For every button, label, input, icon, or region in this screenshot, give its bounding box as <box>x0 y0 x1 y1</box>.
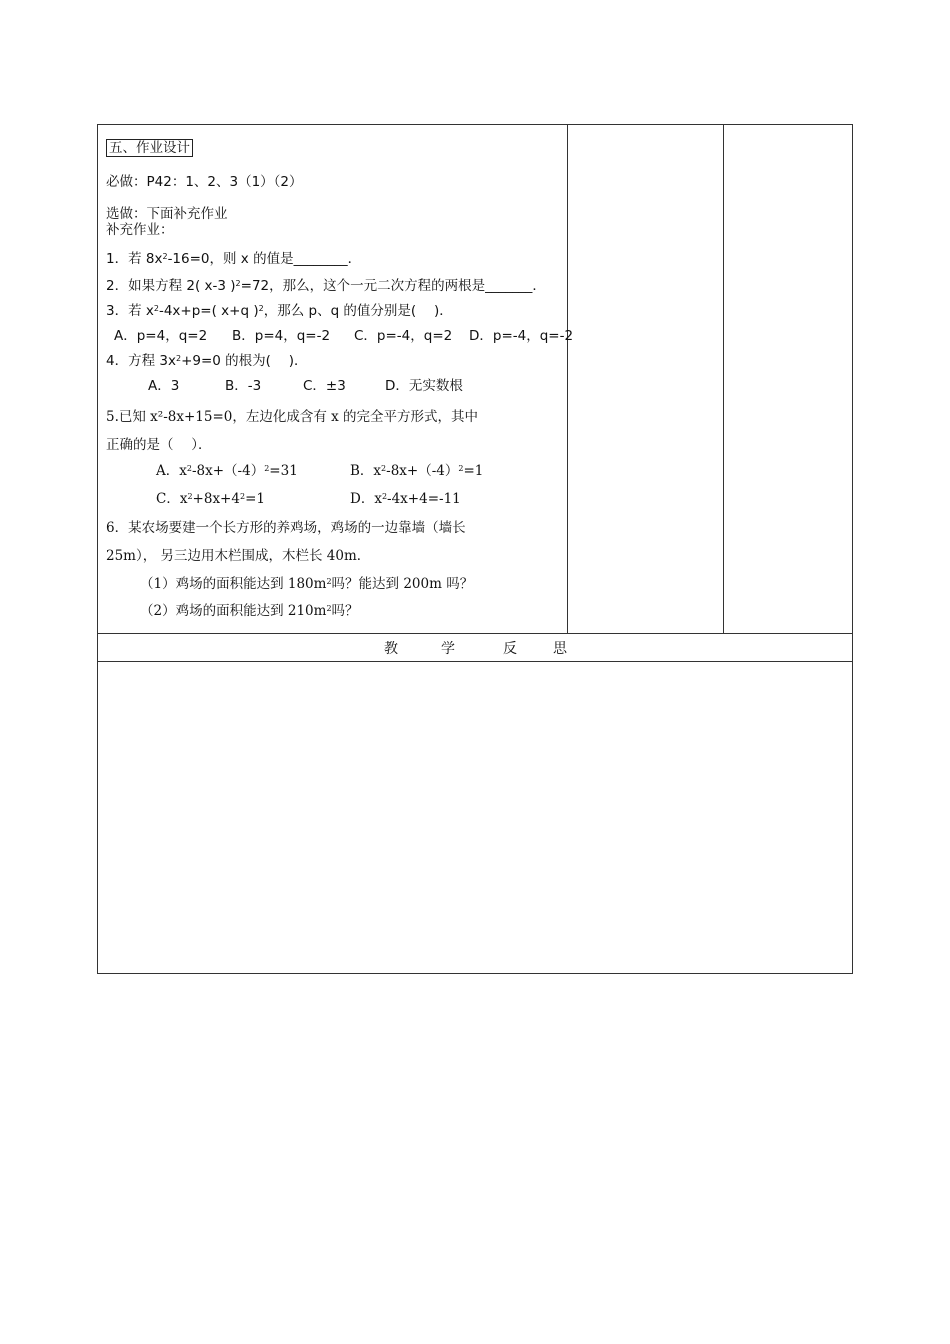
question-4: 4．方程 $3x^2+9=0$ 的根为( )． <box>106 353 308 369</box>
q5-option-a: A．$x^2-8x+(-4)^2=31$ <box>156 463 298 479</box>
supplement-title: 补充作业： <box>106 222 174 238</box>
reflection-char-2: 学 <box>441 641 455 657</box>
question-5-line1: 5.已知 x²-8x+15=0，左边化成含有 x 的完全平方形式，其中 <box>106 409 479 425</box>
question-5-line2: 正确的是（ ）． <box>106 437 212 453</box>
column-divider-2 <box>723 125 724 633</box>
q4-option-b: B．-3 <box>225 378 262 394</box>
question-6-line1: 6．某农场要建一个长方形的养鸡场，鸡场的一边靠墙（墙长 <box>106 520 466 536</box>
reflection-char-4: 思 <box>553 641 567 657</box>
homework-cell <box>98 125 574 633</box>
question-1: 1．若 $8x^2-16=0$，则 x 的值是________． <box>106 251 362 267</box>
required-homework: 必做：P42：1、2、3（1）（2） <box>106 174 303 190</box>
question-6-line2: 25m）， 另三边用木栏围成，木栏长 40m． <box>106 548 371 564</box>
q5-option-c: C．$x^2+8x+4^2=1$ <box>156 491 265 507</box>
q5-option-b: B．$x^2-8x+(-4)^2=1$ <box>350 463 484 479</box>
q4-option-a: A．3 <box>148 378 180 394</box>
reflection-char-3: 反 <box>503 641 517 657</box>
q5-option-d: D．$x^2-4x+4=-11$ <box>350 491 461 507</box>
reflection-area[interactable] <box>98 662 852 973</box>
q3-option-b: B．p=4，q=-2 <box>232 328 331 344</box>
section-title: 五、作业设计 <box>106 139 193 157</box>
q3-option-c: C．p=-4，q=2 <box>354 328 453 344</box>
q3-option-d: D．p=-4，q=-2 <box>469 328 574 344</box>
question-6-sub1: （1）鸡场的面积能达到 $180m^2$吗？能达到 200m 吗？ <box>140 576 474 592</box>
question-6-sub2: （2）鸡场的面积能达到 $210m^2$吗？ <box>140 603 359 619</box>
q4-option-c: C．±3 <box>303 378 346 394</box>
q4-option-d: D．无实数根 <box>385 378 463 394</box>
question-3: 3．若 $x^2-4x+p=$( x+q )$^2$，那么 p、q 的值分别是( )． <box>106 303 453 319</box>
column-divider-1 <box>567 125 568 633</box>
reflection-header <box>98 633 852 661</box>
question-2: 2．如果方程 2( x-3 )$^2$=72，那么，这个一元二次方程的两根是_______． <box>106 278 546 294</box>
reflection-char-1: 教 <box>384 641 398 657</box>
lesson-table <box>97 124 853 974</box>
q3-option-a: A．p=4，q=2 <box>114 328 208 344</box>
optional-homework: 选做：下面补充作业 <box>106 206 228 222</box>
